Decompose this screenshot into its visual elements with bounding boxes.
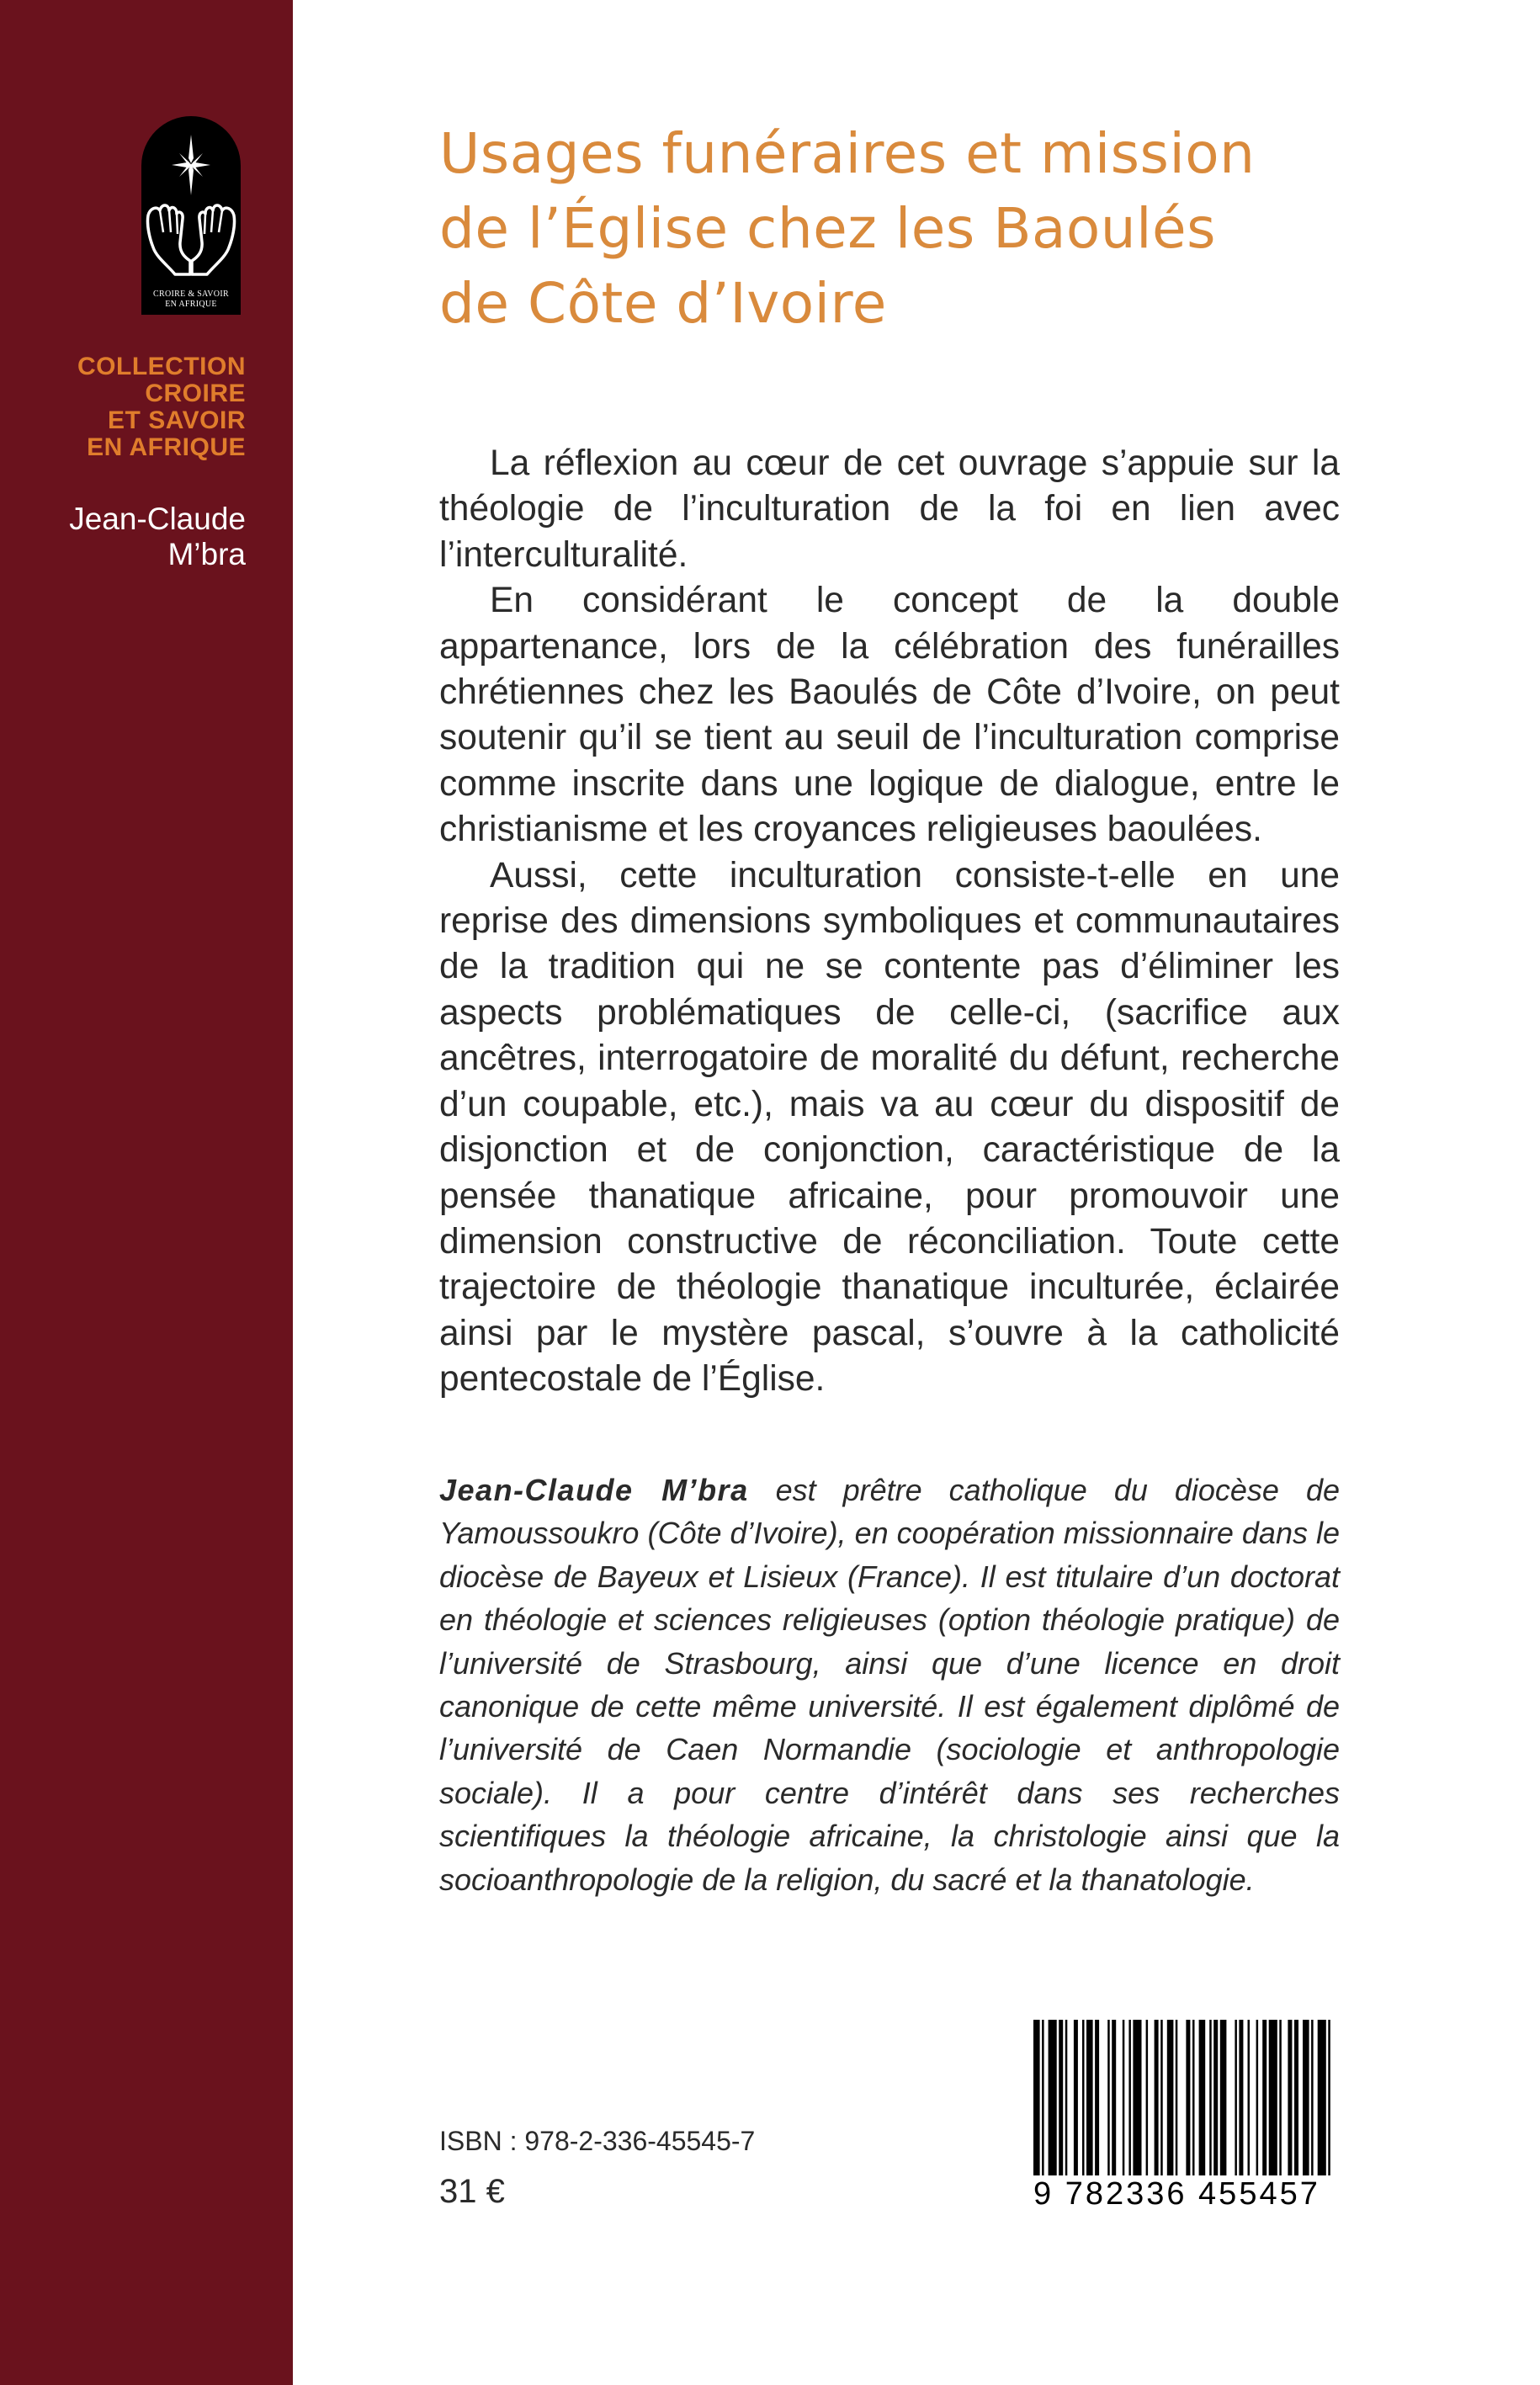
- collection-label: [34, 353, 246, 461]
- barcode-bar: [1294, 2020, 1298, 2175]
- barcode-bar: [1082, 2020, 1085, 2175]
- barcode-bar: [1192, 2020, 1195, 2175]
- star-icon: [172, 135, 210, 195]
- bio-text: est prêtre catholique du diocèse de Yamoussoukro (Côte d’Ivoire), en coopération missionnaire dans le diocèse de Bayeux et Lisieux (France). Il est titulaire d’un doctorat en théologie et sciences religieuses (option théologie pratique) de l’université de Strasbourg, ainsi que d’une licence en droit canonique de cette même université. Il est également diplômé de l’université de Caen Normandie (sociologie et anthropologie sociale). Il a pour centre d’intérêt dans ses recherches scientifiques la théologie africaine, la christologie ainsi que la socioanthropologie de la religion, du sacré et la thanatologie.: [439, 1473, 1340, 1897]
- book-summary: [439, 441, 1340, 1403]
- barcode-bar: [1128, 2020, 1131, 2175]
- barcode-bar: [1186, 2020, 1190, 2175]
- barcode-bar: [1318, 2020, 1326, 2175]
- sidebar-author: [17, 502, 246, 572]
- book-title: [439, 116, 1365, 341]
- barcode-bar: [1095, 2020, 1099, 2175]
- publisher-logo: [141, 116, 241, 315]
- isbn: ISBN : 978-2-336-45545-7: [439, 2126, 756, 2156]
- title-line: de l’Église chez les Baoulés: [439, 196, 1216, 261]
- barcode-bar: [1213, 2020, 1218, 2175]
- collection-line: ET SAVOIR: [108, 406, 246, 434]
- summary-paragraph: Aussi, cette inculturation consiste-t-elle en une reprise des dimensions symboliques et communautaires de la tradition qui ne se contente pas d’éliminer les aspects problématiques de celle-ci, (sacrifice aux ancêtres, interrogatoire de moralité du défunt, recherche d’un coupable, etc.), mais va au cœur du dispositif de disjonction et de conjonction, caractéristique de la pensée thanatique africaine, pour promouvoir une dimension constructive de réconciliation. Toute cette trajectoire de théologie thanatique inculturée, éclairée ainsi par le mystère pascal, s’ouvre à la catholicité pentecostale de l’Église.: [439, 855, 1340, 1400]
- barcode-bar: [1239, 2020, 1243, 2175]
- barcode-bar: [1288, 2020, 1292, 2175]
- barcode-bar: [1262, 2020, 1267, 2175]
- barcode-bars: [1033, 2020, 1362, 2175]
- barcode-bar: [1248, 2020, 1251, 2175]
- barcode-bar: [1160, 2020, 1163, 2175]
- logo-caption: CROIRE & SAVOIR: [153, 289, 229, 299]
- barcode-bar: [1328, 2020, 1330, 2175]
- collection-line: CROIRE: [145, 380, 246, 407]
- barcode-bar: [1059, 2020, 1063, 2175]
- barcode-bar: [1235, 2020, 1237, 2175]
- barcode-bar: [1279, 2020, 1282, 2175]
- summary-paragraph: En considérant le concept de la double appartenance, lors de la célébration des funérailles chrétiennes chez les Baoulés de Côte d’Ivoire, on peut soutenir qu’il se tient au seuil de l’inculturation comprise comme inscrite dans une logique de dialogue, entre le christianisme et les croyances religieuses baoulées.: [439, 581, 1340, 850]
- barcode-bar: [1155, 2020, 1159, 2175]
- barcode-bar: [1176, 2020, 1178, 2175]
- barcode-bar: [1146, 2020, 1149, 2175]
- barcode-bar: [1065, 2020, 1068, 2175]
- barcode-bar: [1112, 2020, 1116, 2175]
- barcode-bar: [1311, 2020, 1314, 2175]
- barcode-bar: [1220, 2020, 1227, 2175]
- barcode-bar: [1256, 2020, 1259, 2175]
- title-line: Usages funéraires et mission: [439, 121, 1256, 186]
- barcode-bar: [1167, 2020, 1174, 2175]
- collection-line: COLLECTION: [77, 353, 246, 380]
- collection-line: EN AFRIQUE: [87, 433, 246, 461]
- barcode-bar: [1303, 2020, 1309, 2175]
- barcode: [1033, 2020, 1362, 2213]
- price: 31 €: [439, 2173, 505, 2210]
- summary-paragraph: La réflexion au cœur de cet ouvrage s’appuie sur la théologie de l’inculturation de la foi en lien avec l’interculturalité.: [439, 444, 1340, 575]
- author-bio: [439, 1469, 1340, 1901]
- bio-author-name: Jean-Claude M’bra: [439, 1473, 749, 1507]
- sidebar: [0, 0, 293, 2385]
- barcode-bar: [1107, 2020, 1110, 2175]
- barcode-bar: [1086, 2020, 1093, 2175]
- barcode-bar: [1042, 2020, 1044, 2175]
- barcode-digits: 9 782336 455457: [1033, 2176, 1320, 2212]
- hands-star-icon: [141, 116, 241, 289]
- barcode-bar: [1133, 2020, 1141, 2175]
- barcode-bar: [1074, 2020, 1078, 2175]
- barcode-bar: [1209, 2020, 1212, 2175]
- barcode-bar: [1199, 2020, 1206, 2175]
- author-first-name: Jean-Claude: [69, 502, 246, 536]
- barcode-bar: [1123, 2020, 1125, 2175]
- logo-caption: EN AFRIQUE: [165, 300, 217, 309]
- barcode-bar: [1269, 2020, 1277, 2175]
- author-last-name: M’bra: [167, 537, 246, 571]
- barcode-bar: [1033, 2020, 1040, 2175]
- title-line: de Côte d’Ivoire: [439, 271, 887, 336]
- barcode-bar: [1049, 2020, 1057, 2175]
